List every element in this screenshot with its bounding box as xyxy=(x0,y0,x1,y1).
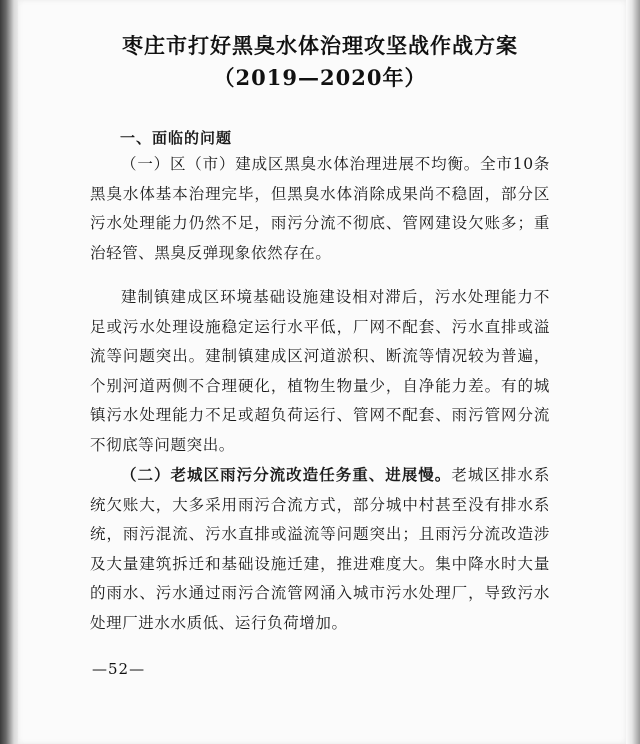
paragraph-3-lead: （二）老城区雨污分流改造任务重、进展慢。 xyxy=(121,465,452,484)
paragraph-1-lead: （一）区（市）建成区黑臭水体治理进展不均衡。 xyxy=(121,155,481,173)
paragraph-3-body: 老城区排水系统欠账大，大多采用雨污合流方式，部分城中村甚至没有排水系统，雨污混流、污水直排或溢流等问题突出；且雨污分流改造涉及大量建筑拆迁和基础设施迁建，推进难度大。集中降水时大量的雨水、污水通过雨污合流管网涌入城市污水处理厂，导致污水处理厂进水水质低、运行负荷增加。 xyxy=(90,466,550,632)
paragraph-2: 建制镇建成区环境基础设施建设相对滞后，污水处理能力不足或污水处理设施稳定运行水平低，厂网不配套、污水直排或溢流等问题突出。建制镇建成区河道淤积、断流等情况较为普遍，个别河道两侧不合理硬化，植物生物量少，自净能力差。有的城镇污水处理能力不足或超负荷运行、管网不配套、雨污管网分流不彻底等问题突出。 xyxy=(90,288,550,454)
page-number: —52— xyxy=(92,660,146,678)
document-subtitle-years: （2019—2020年） xyxy=(213,65,427,90)
paragraph-3 xyxy=(90,460,550,639)
section-heading: 一、面临的问题 xyxy=(120,129,233,147)
document-title: 枣庄市打好黑臭水体治理攻坚战作战方案 xyxy=(122,33,518,58)
paragraph-1-body: 全市10条黑臭水体基本治理完毕，但黑臭水体消除成果尚不稳固，部分区污水处理能力仍然不足，雨污分流不彻底、管网建设欠账多；重治轻管、黑臭反弹现象依然存在。 xyxy=(90,155,551,262)
paragraph-1 xyxy=(90,150,550,268)
page-edge-shadow xyxy=(626,0,640,744)
